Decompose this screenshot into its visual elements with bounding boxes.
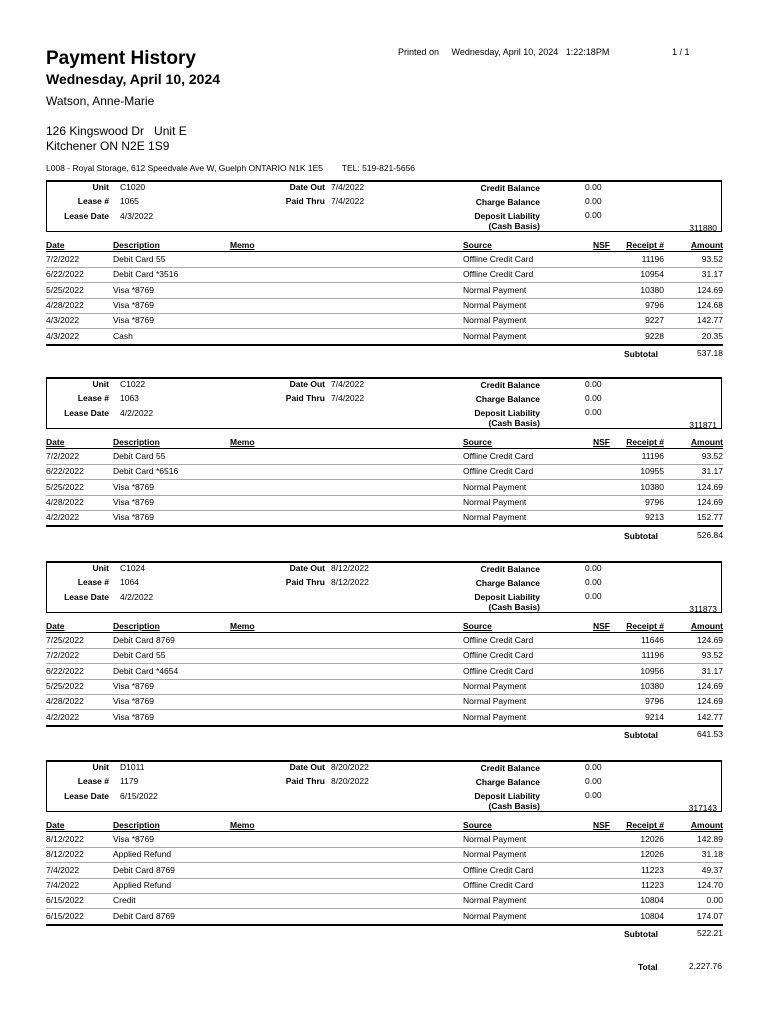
paid-thru-label: Paid Thru [285, 577, 325, 587]
row-amount: 124.69 [697, 696, 723, 707]
account-number: 311880 [689, 223, 717, 233]
row-source: Offline Credit Card [463, 269, 534, 280]
row-source: Normal Payment [463, 315, 527, 326]
charge-balance-value: 0.00 [585, 393, 602, 403]
row-source: Offline Credit Card [463, 466, 534, 477]
cash-basis-label: (Cash Basis) [488, 602, 540, 612]
deposit-liability-value: 0.00 [585, 407, 602, 417]
row-description: Visa *8769 [113, 284, 154, 295]
row-description: Debit Card 8769 [113, 910, 175, 921]
printed-on [398, 47, 609, 57]
subtotal-label: Subtotal [624, 348, 658, 359]
unit-info-box [46, 377, 722, 429]
row-amount: 124.69 [697, 284, 723, 295]
row-amount: 31.17 [701, 665, 723, 676]
subtotal-label: Subtotal [624, 928, 658, 939]
table-row [46, 252, 723, 268]
col-description: Description [113, 240, 160, 250]
paid-thru-value: 7/4/2022 [331, 393, 365, 403]
row-receipt: 9796 [645, 496, 664, 507]
lease-no-label: Lease # [77, 393, 109, 403]
row-description: Credit [113, 895, 136, 906]
table-row [46, 510, 723, 527]
row-amount: 142.77 [697, 315, 723, 326]
table-row [46, 847, 723, 863]
row-description: Visa *8769 [113, 696, 154, 707]
date-out-label: Date Out [289, 563, 325, 573]
paid-thru-value: 8/20/2022 [331, 776, 369, 786]
row-receipt: 9227 [645, 315, 664, 326]
table-header [46, 437, 723, 449]
row-source: Normal Payment [463, 512, 527, 523]
row-receipt: 12026 [640, 834, 664, 844]
row-date: 7/4/2022 [46, 864, 80, 875]
col-receipt: Receipt # [626, 240, 664, 250]
row-description: Visa *8769 [113, 711, 154, 722]
unit-label: Unit [92, 379, 109, 389]
row-amount: 20.35 [701, 330, 723, 341]
deposit-liability-value: 0.00 [585, 591, 602, 601]
account-number: 317143 [688, 803, 717, 813]
row-date: 6/15/2022 [46, 910, 84, 921]
col-source: Source [463, 621, 492, 631]
table-row [46, 464, 723, 480]
col-nsf: NSF [593, 240, 610, 250]
subtotal-label: Subtotal [624, 729, 658, 740]
row-amount: 93.52 [701, 451, 723, 461]
row-amount: 93.52 [701, 650, 723, 661]
unit-info-box [46, 561, 722, 613]
row-receipt: 10955 [640, 466, 664, 477]
table-header [46, 820, 723, 832]
col-date: Date [46, 621, 65, 631]
table-row [46, 495, 723, 511]
date-out-value: 7/4/2022 [331, 379, 365, 389]
row-receipt: 10804 [640, 895, 664, 906]
row-receipt: 11196 [641, 254, 664, 264]
row-date: 4/3/2022 [46, 330, 80, 341]
credit-balance-label: Credit Balance [480, 763, 540, 773]
col-source: Source [463, 437, 492, 447]
report-date: Wednesday, April 10, 2024 [46, 71, 221, 87]
row-amount: 142.77 [697, 711, 723, 722]
col-receipt: Receipt # [626, 621, 664, 631]
row-amount: 124.69 [697, 496, 723, 507]
paid-thru-label: Paid Thru [285, 196, 325, 206]
row-source: Offline Credit Card [463, 635, 534, 645]
row-description: Applied Refund [113, 849, 172, 860]
row-date: 7/2/2022 [46, 254, 80, 264]
row-amount: 174.07 [697, 910, 723, 921]
row-date: 4/28/2022 [46, 299, 84, 310]
row-description: Debit Card *3516 [113, 269, 179, 280]
row-description: Debit Card *6516 [113, 466, 179, 477]
col-nsf: NSF [593, 621, 610, 631]
table-row [46, 283, 723, 299]
deposit-liability-value: 0.00 [585, 210, 602, 220]
table-row [46, 648, 723, 664]
row-date: 5/25/2022 [46, 481, 84, 492]
row-date: 7/4/2022 [46, 879, 80, 890]
col-description: Description [113, 820, 160, 830]
subtotal-row [46, 528, 723, 542]
row-receipt: 10380 [640, 481, 664, 492]
col-nsf: NSF [593, 820, 610, 830]
row-source: Offline Credit Card [463, 665, 534, 676]
deposit-liability-label: Deposit Liability [474, 408, 540, 418]
lease-date-label: Lease Date [64, 791, 109, 801]
row-date: 8/12/2022 [46, 834, 84, 844]
unit-label: Unit [92, 182, 109, 192]
cash-basis-label: (Cash Basis) [488, 418, 540, 428]
row-description: Applied Refund [113, 879, 172, 890]
row-source: Normal Payment [463, 481, 527, 492]
row-receipt: 10956 [640, 665, 664, 676]
charge-balance-value: 0.00 [585, 776, 602, 786]
credit-balance-value: 0.00 [585, 379, 602, 389]
subtotal-label: Subtotal [624, 530, 658, 541]
address-line-2: Kitchener ON N2E 1S9 [46, 139, 170, 153]
table-row [46, 449, 723, 465]
col-memo: Memo [230, 240, 255, 250]
lease-date-label: Lease Date [64, 211, 109, 221]
address-line-1: 126 Kingswood Dr Unit E [46, 124, 187, 138]
row-source: Normal Payment [463, 299, 527, 310]
row-source: Offline Credit Card [463, 650, 534, 661]
col-amount: Amount [690, 621, 723, 631]
row-source: Normal Payment [463, 680, 527, 691]
row-date: 5/25/2022 [46, 284, 84, 295]
unit-value: C1024 [120, 563, 146, 573]
lease-no-label: Lease # [77, 577, 109, 587]
lease-no-value: 1065 [120, 196, 139, 206]
deposit-liability-label: Deposit Liability [474, 211, 540, 221]
unit-value: D1011 [120, 762, 145, 772]
row-source: Normal Payment [463, 849, 527, 860]
table-row [46, 679, 723, 695]
row-source: Normal Payment [463, 834, 527, 844]
row-date: 4/28/2022 [46, 696, 84, 707]
col-source: Source [463, 240, 492, 250]
table-row [46, 710, 723, 727]
date-out-value: 7/4/2022 [331, 182, 365, 192]
row-amount: 31.17 [701, 269, 723, 280]
lease-date-value: 4/2/2022 [120, 408, 154, 418]
charge-balance-label: Charge Balance [475, 394, 540, 404]
subtotal-value: 537.18 [697, 347, 723, 358]
row-receipt: 11196 [641, 650, 664, 661]
table-row [46, 893, 723, 909]
lease-date-value: 4/3/2022 [120, 211, 154, 221]
row-description: Debit Card 55 [113, 254, 166, 264]
row-description: Visa *8769 [113, 496, 154, 507]
row-description: Visa *8769 [113, 315, 154, 326]
credit-balance-value: 0.00 [585, 182, 602, 192]
row-receipt: 10954 [640, 269, 664, 280]
account-number: 311873 [689, 604, 717, 614]
row-date: 4/3/2022 [46, 315, 80, 326]
row-source: Normal Payment [463, 496, 527, 507]
row-source: Normal Payment [463, 895, 527, 906]
charge-balance-label: Charge Balance [475, 777, 540, 787]
col-nsf: NSF [593, 437, 610, 447]
lease-no-value: 1063 [120, 393, 139, 403]
table-row [46, 664, 723, 680]
subtotal-value: 526.84 [697, 529, 723, 540]
lease-no-label: Lease # [77, 776, 109, 786]
unit-value: C1020 [120, 182, 146, 192]
row-date: 4/2/2022 [46, 711, 80, 722]
deposit-liability-label: Deposit Liability [474, 791, 540, 801]
col-source: Source [463, 820, 492, 830]
col-memo: Memo [230, 437, 255, 447]
row-date: 7/25/2022 [46, 635, 84, 645]
row-description: Debit Card 55 [113, 451, 166, 461]
row-receipt: 9228 [645, 330, 664, 341]
row-date: 6/22/2022 [46, 466, 84, 477]
row-date: 8/12/2022 [46, 849, 84, 860]
col-amount: Amount [690, 820, 723, 830]
table-header [46, 240, 723, 252]
lease-date-value: 4/2/2022 [120, 592, 154, 602]
total-label: Total [638, 962, 658, 972]
table-row [46, 909, 723, 926]
paid-thru-value: 8/12/2022 [331, 577, 369, 587]
row-amount: 124.69 [697, 481, 723, 492]
table-row [46, 832, 723, 848]
row-receipt: 9796 [645, 696, 664, 707]
row-date: 6/22/2022 [46, 269, 84, 280]
table-row [46, 878, 723, 894]
total-value: 2,227.76 [688, 961, 722, 971]
page-number: 1 / 1 [672, 47, 690, 57]
row-description: Visa *8769 [113, 680, 154, 691]
row-receipt: 10804 [640, 910, 664, 921]
table-row [46, 480, 723, 496]
col-description: Description [113, 621, 160, 631]
lease-no-value: 1179 [120, 776, 139, 786]
row-date: 6/15/2022 [46, 895, 84, 906]
date-out-value: 8/12/2022 [331, 563, 369, 573]
row-description: Debit Card 55 [113, 650, 166, 661]
facility-info: L008 - Royal Storage, 612 Speedvale Ave W, Guelph ONTARIO N1K 1E5 TEL: 519-821-5656 [46, 163, 416, 173]
row-amount: 0.00 [706, 895, 723, 906]
subtotal-row [46, 926, 723, 940]
lease-no-label: Lease # [77, 196, 109, 206]
table-row [46, 313, 723, 329]
subtotal-row [46, 727, 723, 741]
unit-label: Unit [92, 762, 109, 772]
row-amount: 124.69 [697, 680, 723, 691]
row-source: Offline Credit Card [463, 254, 534, 264]
row-source: Offline Credit Card [463, 879, 534, 890]
row-description: Debit Card *4654 [113, 665, 179, 676]
date-out-label: Date Out [289, 762, 325, 772]
lease-no-value: 1064 [120, 577, 139, 587]
row-description: Cash [113, 330, 133, 341]
row-description: Debit Card 8769 [113, 635, 175, 645]
cash-basis-label: (Cash Basis) [488, 801, 540, 811]
cash-basis-label: (Cash Basis) [488, 221, 540, 231]
table-header [46, 621, 723, 633]
lease-date-value: 6/15/2022 [120, 791, 158, 801]
row-receipt: 11223 [640, 864, 664, 875]
customer-name: Watson, Anne-Marie [46, 94, 155, 108]
row-amount: 93.52 [701, 254, 723, 264]
table-row [46, 267, 723, 283]
row-amount: 124.68 [697, 299, 723, 310]
charge-balance-value: 0.00 [585, 196, 602, 206]
date-out-value: 8/20/2022 [331, 762, 369, 772]
account-number: 311871 [689, 420, 717, 430]
report-title: Payment History [46, 48, 196, 69]
col-receipt: Receipt # [626, 820, 664, 830]
paid-thru-label: Paid Thru [285, 776, 325, 786]
row-receipt: 12026 [640, 849, 664, 860]
row-source: Offline Credit Card [463, 451, 534, 461]
table-row [46, 863, 723, 879]
col-date: Date [46, 437, 65, 447]
row-amount: 49.37 [701, 864, 723, 875]
row-date: 4/2/2022 [46, 512, 80, 523]
unit-label: Unit [92, 563, 109, 573]
row-amount: 31.17 [701, 466, 723, 477]
row-date: 6/22/2022 [46, 665, 84, 676]
printed-label: Printed on [398, 47, 440, 57]
charge-balance-value: 0.00 [585, 577, 602, 587]
charge-balance-label: Charge Balance [475, 578, 540, 588]
credit-balance-value: 0.00 [585, 563, 602, 573]
row-receipt: 9213 [645, 512, 664, 523]
row-source: Normal Payment [463, 284, 527, 295]
lease-date-label: Lease Date [64, 592, 109, 602]
row-amount: 124.69 [697, 635, 723, 645]
row-date: 7/2/2022 [46, 451, 80, 461]
unit-info-box [46, 180, 722, 232]
table-row [46, 633, 723, 649]
row-amount: 142.89 [697, 834, 723, 844]
unit-info-box [46, 760, 722, 812]
row-date: 5/25/2022 [46, 680, 84, 691]
row-source: Normal Payment [463, 696, 527, 707]
subtotal-row [46, 346, 723, 360]
row-amount: 152.77 [697, 512, 723, 523]
row-receipt: 9214 [645, 711, 664, 722]
lease-date-label: Lease Date [64, 408, 109, 418]
deposit-liability-value: 0.00 [585, 790, 602, 800]
col-amount: Amount [690, 240, 723, 250]
col-date: Date [46, 820, 65, 830]
charge-balance-label: Charge Balance [475, 197, 540, 207]
row-date: 7/2/2022 [46, 650, 80, 661]
row-source: Normal Payment [463, 711, 527, 722]
row-source: Normal Payment [463, 330, 527, 341]
col-receipt: Receipt # [626, 437, 664, 447]
printed-value: Wednesday, April 10, 2024 1:22:18PM [451, 47, 610, 57]
row-receipt: 11223 [640, 879, 664, 890]
credit-balance-value: 0.00 [585, 762, 602, 772]
subtotal-value: 522.21 [697, 927, 723, 938]
row-description: Debit Card 8769 [113, 864, 175, 875]
credit-balance-label: Credit Balance [480, 564, 540, 574]
row-description: Visa *8769 [113, 834, 154, 844]
col-date: Date [46, 240, 65, 250]
subtotal-value: 641.53 [697, 728, 723, 739]
paid-thru-value: 7/4/2022 [331, 196, 365, 206]
deposit-liability-label: Deposit Liability [474, 592, 540, 602]
row-source: Normal Payment [463, 910, 527, 921]
table-row [46, 694, 723, 710]
row-description: Visa *8769 [113, 512, 154, 523]
row-source: Offline Credit Card [463, 864, 534, 875]
credit-balance-label: Credit Balance [480, 183, 540, 193]
col-memo: Memo [230, 820, 255, 830]
row-date: 4/28/2022 [46, 496, 84, 507]
col-memo: Memo [230, 621, 255, 631]
unit-value: C1022 [120, 379, 146, 389]
row-amount: 124.70 [697, 879, 723, 890]
date-out-label: Date Out [289, 379, 325, 389]
credit-balance-label: Credit Balance [480, 380, 540, 390]
row-description: Visa *8769 [113, 299, 154, 310]
row-receipt: 9796 [645, 299, 664, 310]
row-receipt: 10380 [640, 680, 664, 691]
paid-thru-label: Paid Thru [285, 393, 325, 403]
col-description: Description [113, 437, 160, 447]
date-out-label: Date Out [289, 182, 325, 192]
row-description: Visa *8769 [113, 481, 154, 492]
col-amount: Amount [690, 437, 723, 447]
row-receipt: 10380 [640, 284, 664, 295]
row-receipt: 11196 [641, 451, 664, 461]
table-row [46, 298, 723, 314]
table-row [46, 329, 723, 346]
row-amount: 31.18 [701, 849, 723, 860]
row-receipt: 11646 [640, 635, 664, 645]
